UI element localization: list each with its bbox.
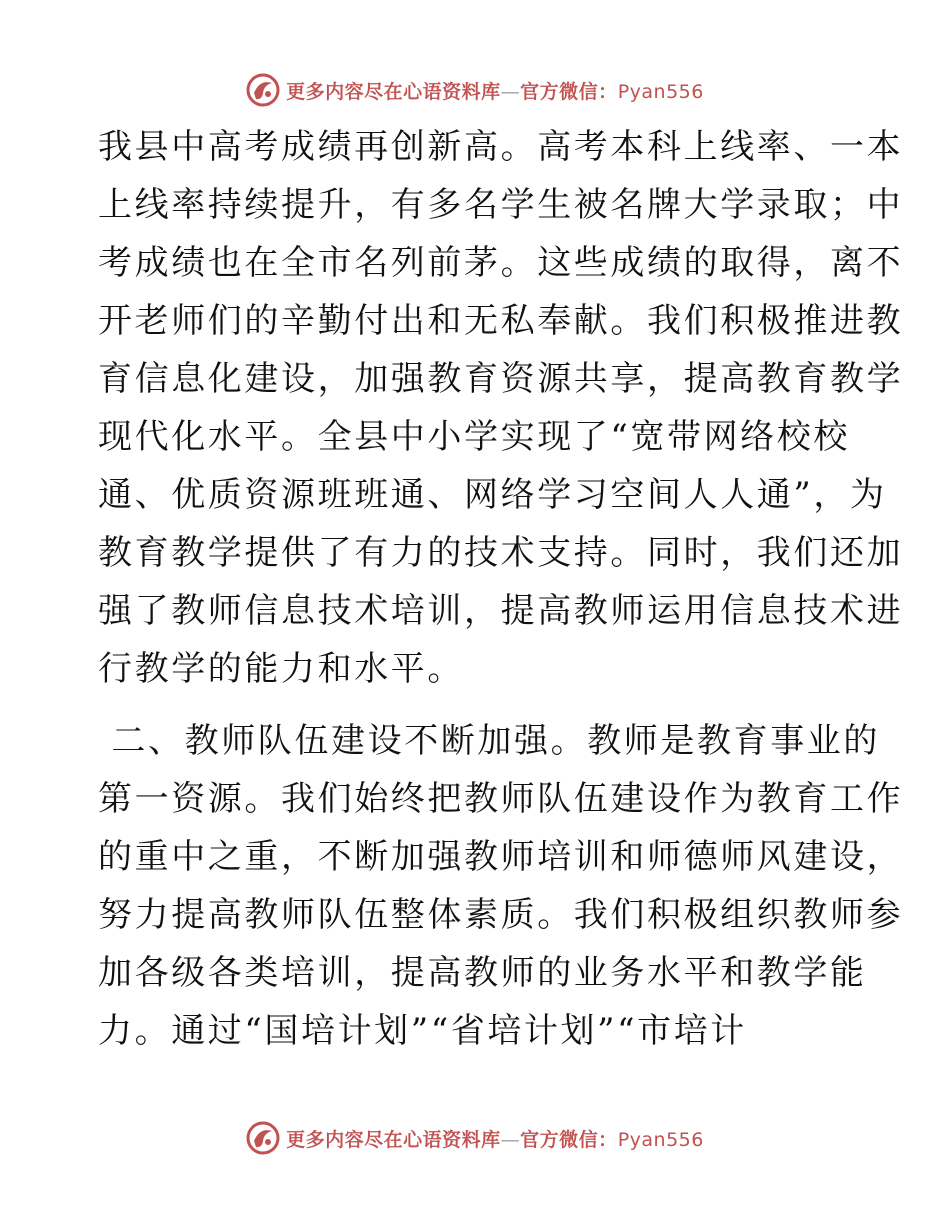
header-wechat-label: 官方微信：	[520, 80, 618, 103]
header-wechat-handle: Pyan556	[617, 80, 704, 103]
paragraph-1	[98, 118, 904, 698]
text-line: 力。通过“国培计划”“省培计划”“市培计	[98, 1011, 747, 1051]
text-line: 二、教师队伍建设不断加强。教师是教育事业的	[98, 721, 881, 761]
footer-wechat-label: 官方微信：	[520, 1128, 618, 1151]
text-line: 的重中之重，不断加强教师培训和师德师风建设，	[98, 837, 904, 877]
text-line: 教育教学提供了有力的技术支持。同时，我们还加	[98, 533, 904, 573]
text-line: 强了教师信息技术培训，提高教师运用信息技术进	[98, 591, 904, 631]
swirl-logo-icon	[246, 73, 280, 107]
header-separator: —	[500, 80, 521, 103]
header-banner	[0, 70, 950, 110]
text-line: 上线率持续提升，有多名学生被名牌大学录取；中	[98, 185, 904, 225]
text-line: 行教学的能力和水平。	[98, 649, 464, 689]
footer-wechat-handle: Pyan556	[617, 1128, 704, 1151]
header-banner-text	[286, 77, 704, 104]
footer-separator: —	[500, 1128, 521, 1151]
paragraph-gap	[98, 698, 858, 712]
text-line: 加各级各类培训，提高教师的业务水平和教学能	[98, 953, 867, 993]
text-line: 育信息化建设，加强教育资源共享，提高教育教学	[98, 359, 904, 399]
header-site-text: 更多内容尽在心语资料库	[286, 80, 501, 103]
text-line: 我县中高考成绩再创新高。高考本科上线率、一本	[98, 127, 904, 167]
paragraph-2	[98, 712, 904, 1060]
text-line: 考成绩也在全市名列前茅。这些成绩的取得，离不	[98, 243, 904, 283]
body-text	[98, 118, 904, 1060]
footer-site-text: 更多内容尽在心语资料库	[286, 1128, 501, 1151]
text-line: 努力提高教师队伍整体素质。我们积极组织教师参	[98, 895, 904, 935]
footer-banner	[0, 1118, 950, 1158]
footer-banner-text	[286, 1125, 704, 1152]
swirl-logo-icon	[246, 1121, 280, 1155]
text-line: 现代化水平。全县中小学实现了“宽带网络校校	[98, 417, 850, 457]
text-line: 第一资源。我们始终把教师队伍建设作为教育工作	[98, 779, 904, 819]
text-line: 通、优质资源班班通、网络学习空间人人通”，为	[98, 475, 887, 515]
text-line: 开老师们的辛勤付出和无私奉献。我们积极推进教	[98, 301, 904, 341]
